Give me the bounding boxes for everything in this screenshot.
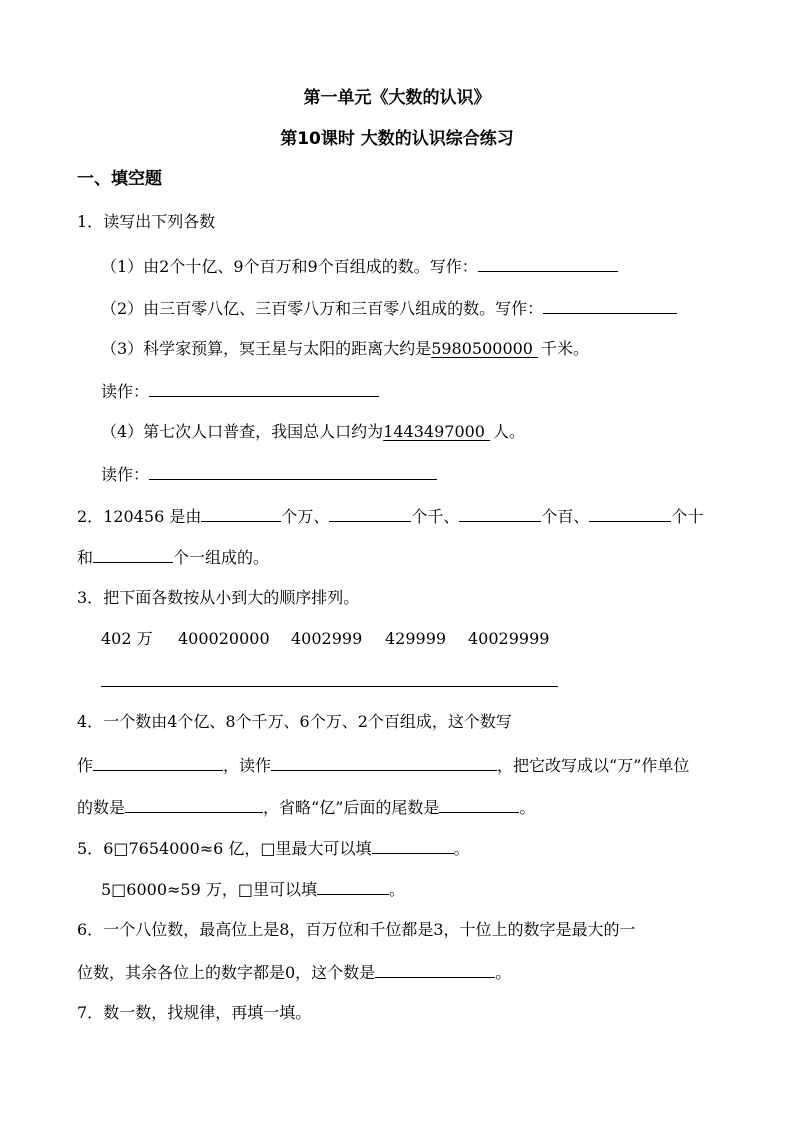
question-5 (77, 836, 470, 860)
question-stem: 读写出下列各数 (103, 212, 216, 231)
question-number: 1． (77, 212, 104, 231)
question-1 (77, 211, 215, 233)
q2-text: 和 (77, 548, 94, 567)
q2-text: 个十 (671, 507, 704, 526)
answer-blank[interactable] (543, 296, 677, 314)
question-7 (77, 1002, 311, 1024)
q6-text: 。 (495, 963, 512, 982)
question-4-cont (77, 753, 689, 777)
q1-part-2 (101, 296, 677, 320)
question-number: 6． (77, 920, 104, 939)
q1-part-3 (101, 338, 589, 360)
answer-blank[interactable] (93, 753, 223, 771)
answer-blank[interactable] (439, 795, 519, 813)
question-stem: 一个数由4个亿、8个千万、6个万、2个百组成，这个数写 (103, 712, 512, 731)
q4-text: ，省略“亿”后面的尾数是 (263, 798, 440, 817)
question-number: 7． (77, 1003, 104, 1022)
q5-text: 5□6000≈59 万，□里可以填 (101, 880, 317, 899)
question-4-cont (77, 795, 535, 819)
read-label: 读作： (101, 382, 150, 401)
answer-blank[interactable] (372, 836, 454, 854)
unit-title: 第一单元《大数的认识》 (303, 88, 491, 108)
question-number: 3． (77, 588, 104, 607)
q1-part-1-text: （1）由2个十亿、9个百万和9个百组成的数。写作： (101, 257, 478, 276)
q2-text: 个百、 (541, 507, 590, 526)
answer-line[interactable] (101, 686, 558, 687)
question-6-cont (77, 960, 511, 984)
q4-text: 作 (77, 756, 94, 775)
question-3 (77, 587, 359, 609)
q5-text: 。 (453, 839, 470, 858)
answer-blank[interactable] (329, 504, 411, 522)
q1-part-4-unit: 人。 (492, 422, 525, 441)
answer-blank[interactable] (459, 504, 541, 522)
q1-part-3-read (101, 379, 379, 403)
q4-text: ，读作 (223, 756, 272, 775)
number-item: 429999 (385, 629, 447, 648)
answer-blank[interactable] (589, 504, 671, 522)
answer-blank[interactable] (271, 753, 497, 771)
q4-text: 。 (519, 798, 536, 817)
q2-text: 120456 是由 (103, 507, 202, 526)
answer-blank[interactable] (375, 960, 495, 978)
answer-blank[interactable] (149, 379, 379, 397)
answer-blank[interactable] (125, 795, 263, 813)
lesson-title: 第10课时 大数的认识综合练习 (280, 129, 514, 149)
q6-text: 一个八位数，最高位上是8，百万位和千位都是3，十位上的数字是最大的一 (103, 920, 636, 939)
question-2-cont (77, 545, 269, 569)
q4-text: 的数是 (77, 798, 126, 817)
underlined-number: 1443497000 (383, 422, 485, 441)
number-item: 40029999 (468, 629, 550, 648)
question-4 (77, 711, 512, 733)
section-heading: 一、填空题 (77, 169, 162, 189)
read-label: 读作： (101, 465, 150, 484)
number-item: 402 万 (101, 629, 153, 648)
q5-text: 6□7654000≈6 亿，□里最大可以填 (103, 839, 372, 858)
q2-text: 个千、 (411, 507, 460, 526)
q6-text: 位数，其余各位上的数字都是0，这个数是 (77, 963, 376, 982)
question-5-part-2 (101, 877, 405, 901)
q4-text: ，把它改写成以“万”作单位 (497, 756, 690, 775)
question-2 (77, 504, 703, 528)
q1-part-1 (101, 254, 618, 278)
question-6 (77, 919, 636, 941)
answer-blank[interactable] (201, 504, 281, 522)
answer-blank[interactable] (478, 254, 618, 272)
question-stem: 把下面各数按从小到大的顺序排列。 (103, 588, 360, 607)
answer-blank[interactable] (93, 545, 173, 563)
q1-part-4-read (101, 462, 437, 486)
question-number: 5． (77, 839, 104, 858)
q1-part-2-text: （2）由三百零八亿、三百零八万和三百零八组成的数。写作： (101, 299, 544, 318)
number-item: 400020000 (178, 629, 270, 648)
question-stem: 数一数，找规律，再填一填。 (103, 1003, 312, 1022)
answer-blank[interactable] (317, 877, 389, 895)
answer-blank[interactable] (149, 462, 437, 480)
number-item: 4002999 (291, 629, 363, 648)
q1-part-3-text: （3）科学家预算，冥王星与太阳的距离大约是 (101, 339, 432, 358)
question-number: 2． (77, 507, 104, 526)
q5-text: 。 (389, 880, 406, 899)
q2-text: 个一组成的。 (173, 548, 270, 567)
underlined-number: 5980500000 (431, 339, 533, 358)
q1-part-3-unit: 千米。 (540, 339, 589, 358)
q1-part-4 (101, 421, 525, 443)
question-number: 4． (77, 712, 104, 731)
q2-text: 个万、 (281, 507, 330, 526)
q1-part-4-text: （4）第七次人口普查，我国总人口约为 (101, 422, 384, 441)
